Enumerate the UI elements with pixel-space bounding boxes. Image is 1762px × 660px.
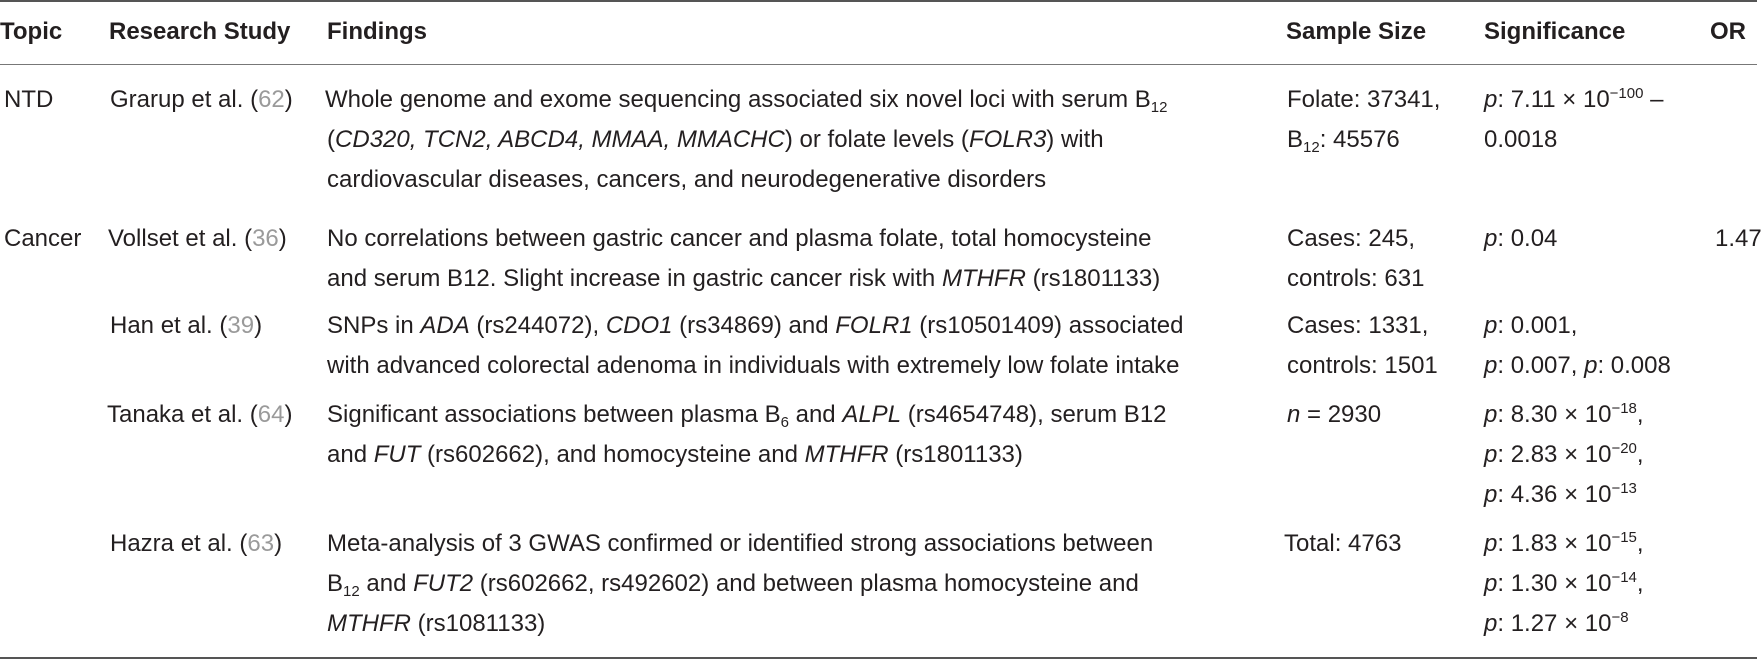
row-study: Tanaka et al. (64) (107, 401, 293, 428)
row-significance-line: p: $7.11 \times 10^{-100}$ – (1484, 85, 1664, 113)
citation-link[interactable]: 64 (257, 401, 285, 428)
row-significance-line: p: $1.27 \times 10^{-8}$ (1484, 609, 1629, 637)
row-or: 1.47 (1715, 225, 1762, 252)
row-topic: Cancer (4, 225, 82, 252)
citation-link[interactable]: 62 (258, 86, 285, 113)
row-findings-line: MTHFR (rs1081133) (327, 610, 546, 637)
row-sample-line: $B_{12}$: 45576 (1287, 126, 1400, 156)
header-or: OR (1710, 18, 1746, 45)
row-significance-line: p: 0.04 (1484, 225, 1558, 252)
row-significance-line: 0.0018 (1484, 126, 1558, 153)
row-topic: NTD (4, 86, 54, 113)
row-findings-line: with advanced colorectal adenoma in individuals with extremely low folate intake (327, 352, 1180, 379)
row-significance-line: p: 0.007, p: 0.008 (1484, 352, 1671, 379)
row-significance-line: p: $8.30 \times 10^{-18}$, (1484, 400, 1644, 428)
row-sample-line: controls: 1501 (1287, 352, 1438, 379)
row-significance-line: p: $4.36 \times 10^{-13}$ (1484, 480, 1637, 508)
table-bottom-rule (0, 657, 1757, 659)
table-top-rule (0, 0, 1757, 2)
row-findings-line: Meta-analysis of 3 GWAS confirmed or identified strong associations between (327, 530, 1154, 557)
row-findings-line: Significant associations between plasma $B_6$ and ALPL (rs4654748), serum B12 (327, 401, 1167, 431)
row-significance-line: p: $1.30 \times 10^{-14}$, (1484, 569, 1644, 597)
citation-link[interactable]: 39 (227, 312, 255, 339)
header-topic: Topic (0, 18, 63, 45)
row-sample-line: controls: 631 (1287, 265, 1425, 292)
row-sample-line: Folate: 37341, (1287, 86, 1441, 113)
row-study: Grarup et al. (62) (110, 86, 293, 113)
row-findings-line: cardiovascular diseases, cancers, and neurodegenerative disorders (327, 166, 1047, 193)
citation-link[interactable]: 63 (247, 530, 275, 557)
row-findings-line: No correlations between gastric cancer and plasma folate, total homocysteine (327, 225, 1152, 252)
row-findings-line: and serum B12. Slight increase in gastric cancer risk with MTHFR (rs1801133) (327, 265, 1161, 292)
row-sample-line: Cases: 245, (1287, 225, 1416, 252)
row-study: Han et al. (39) (110, 312, 263, 339)
row-study: Vollset et al. (36) (108, 225, 287, 252)
row-sample-line: n = 2930 (1287, 401, 1382, 428)
row-findings-line: SNPs in ADA (rs244072), CDO1 (rs34869) and FOLR1 (rs10501409) associated (327, 312, 1184, 339)
row-findings-line: Whole genome and exome sequencing associated six novel loci with serum $B_{12}$ (325, 86, 1168, 116)
row-significance-line: p: 0.001, (1484, 312, 1578, 339)
row-sample-line: Cases: 1331, (1287, 312, 1429, 339)
header-rule (0, 64, 1757, 65)
row-findings-line: and FUT (rs602662), and homocysteine and MTHFR (rs1801133) (327, 441, 1023, 468)
header-findings: Findings (327, 18, 427, 45)
row-significance-line: p: $1.83 \times 10^{-15}$, (1484, 529, 1644, 557)
citation-link[interactable]: 36 (252, 225, 279, 252)
header-significance: Significance (1484, 18, 1626, 45)
row-significance-line: p: $2.83 \times 10^{-20}$, (1484, 440, 1644, 468)
row-sample-line: Total: 4763 (1284, 530, 1402, 557)
row-findings-line: (CD320, TCN2, ABCD4, MMAA, MMACHC) or folate levels (FOLR3) with (327, 126, 1104, 153)
row-study: Hazra et al. (63) (110, 530, 283, 557)
header-research-study: Research Study (109, 18, 291, 45)
header-sample-size: Sample Size (1286, 18, 1427, 45)
row-findings-line: $B_{12}$ and FUT2 (rs602662, rs492602) and between plasma homocysteine and (327, 570, 1139, 600)
